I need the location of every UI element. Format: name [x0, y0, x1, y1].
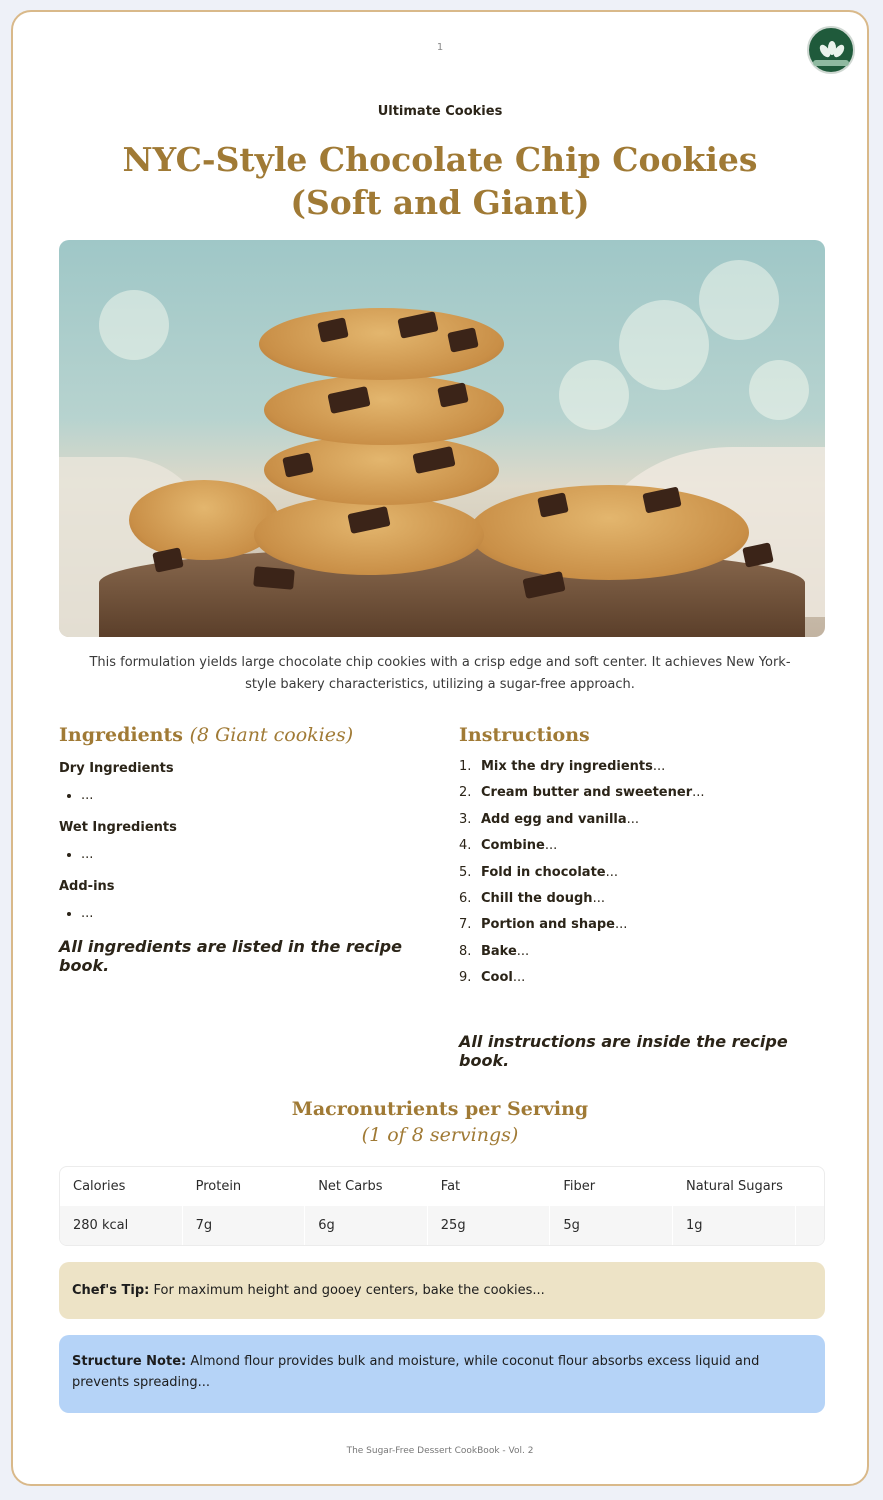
- table-header-cell: Net Carbs: [318, 1179, 383, 1194]
- ingredient-group-addins: Add-ins: [59, 879, 115, 894]
- recipe-title: [73, 138, 807, 224]
- chef-tip-label: Chef's Tip:: [72, 1283, 150, 1298]
- list-item: 6. Chill the dough...: [459, 890, 605, 906]
- structure-note-text: Almond flour provides bulk and moisture, while coconut flour absorbs excess liquid and prevents spreading...: [72, 1354, 760, 1390]
- addins-list: [59, 906, 431, 921]
- list-item: 3. Add egg and vanilla...: [459, 811, 640, 827]
- table-header-cell: Protein: [195, 1179, 242, 1194]
- wet-ingredients-list: [59, 847, 431, 862]
- table-cell: 1g: [673, 1206, 796, 1245]
- instructions-note: All instructions are inside the recipe book.: [459, 1031, 788, 1070]
- table-cell: 280 kcal: [60, 1206, 183, 1245]
- table-row: [60, 1206, 824, 1245]
- list-item: 1. Mix the dry ingredients...: [459, 759, 666, 774]
- ingredients-heading: [59, 724, 431, 746]
- instructions-heading: Instructions: [459, 724, 590, 746]
- list-item: 7. Portion and shape...: [459, 917, 628, 933]
- list-item: • ...: [81, 788, 431, 803]
- macros-heading: [13, 1096, 867, 1148]
- list-item: • ...: [81, 847, 431, 862]
- table-header-cell: Fat: [440, 1179, 461, 1194]
- table-header-cell: Natural Sugars: [685, 1179, 783, 1194]
- chef-tip-text: For maximum height and gooey centers, bake the cookies...: [149, 1283, 545, 1298]
- list-item: 5. Fold in chocolate...: [459, 864, 619, 880]
- lotus-logo-icon: [807, 26, 855, 74]
- list-item: 9. Cool...: [459, 970, 526, 986]
- hero-image: [59, 240, 825, 637]
- recipe-intro: This formulation yields large chocolate chip cookies with a crisp edge and soft center. It achieves New York-style bakery characteristics, utilizing a sugar-free approach.: [89, 655, 791, 692]
- chef-tip-callout: [59, 1262, 825, 1319]
- table-header-cell: Calories: [73, 1179, 126, 1194]
- macros-table: [59, 1166, 825, 1246]
- ingredient-group-wet: Wet Ingredients: [59, 820, 177, 835]
- ingredients-note: All ingredients are listed in the recipe book.: [59, 937, 402, 975]
- table-cell: 7g: [183, 1206, 306, 1245]
- page-number: 1: [436, 42, 444, 53]
- table-header-cell: Fiber: [563, 1179, 596, 1194]
- list-item: • ...: [81, 906, 431, 921]
- table-cell: 6g: [305, 1206, 428, 1245]
- macros-subtitle: (1 of 8 servings): [361, 1124, 519, 1146]
- recipe-title-line2: (Soft and Giant): [290, 183, 590, 222]
- ingredients-yield: (8 Giant cookies): [189, 724, 354, 746]
- series-title: Ultimate Cookies: [377, 104, 503, 119]
- macros-title: Macronutrients per Serving: [291, 1098, 589, 1120]
- structure-note-label: Structure Note:: [72, 1354, 187, 1369]
- instructions-list: [459, 754, 829, 992]
- recipe-page: [11, 10, 869, 1486]
- table-cell: 25g: [428, 1206, 551, 1245]
- page-footer: The Sugar-Free Dessert CookBook - Vol. 2: [346, 1446, 534, 1456]
- list-item: 4. Combine...: [459, 838, 558, 854]
- recipe-title-line1: NYC-Style Chocolate Chip Cookies: [122, 140, 758, 179]
- ingredient-group-dry: Dry Ingredients: [59, 761, 174, 776]
- table-header-row: [60, 1167, 824, 1206]
- table-cell: 5g: [550, 1206, 673, 1245]
- instructions-section: [459, 724, 829, 1070]
- ingredients-heading-text: Ingredients: [59, 724, 183, 746]
- list-item: 8. Bake...: [459, 943, 530, 959]
- ingredients-section: [59, 724, 431, 975]
- dry-ingredients-list: [59, 788, 431, 803]
- structure-note-callout: [59, 1335, 825, 1413]
- list-item: 2. Cream butter and sweetener...: [459, 785, 705, 801]
